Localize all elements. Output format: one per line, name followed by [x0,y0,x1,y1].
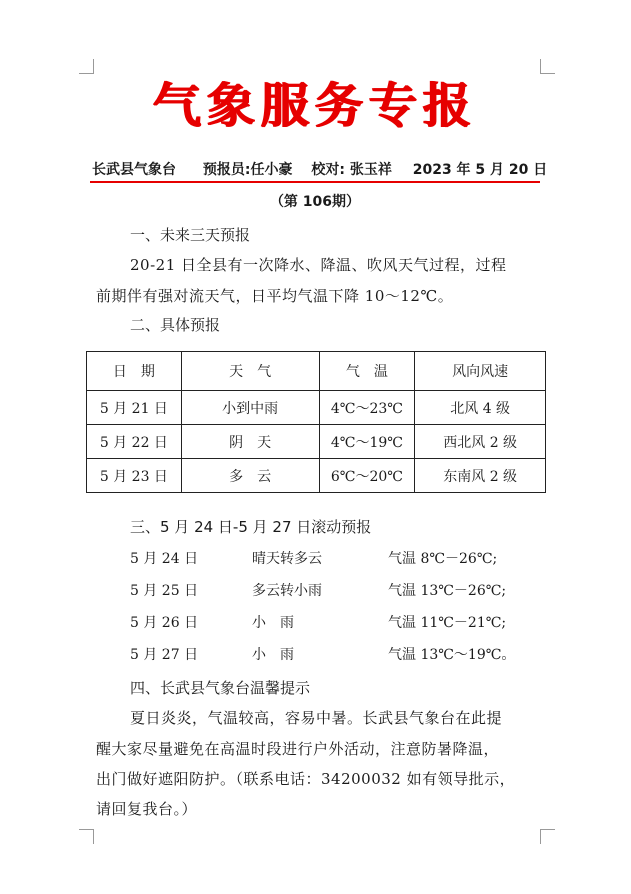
rolling-date: 5 月 26 日 [130,615,199,631]
rolling-weather: 晴天转多云 [252,551,322,567]
margin-mark-top-right [540,59,555,74]
issue-number: （第 106期） [269,194,361,210]
rolling-forecast-row [130,644,550,666]
section-2-heading: 二、具体预报 [130,316,221,334]
table-cell: 4℃～19℃ [319,425,415,459]
proofreader: 校对: 张玉祥 [311,162,392,178]
section-3-heading: 三、5 月 24 日-5 月 27 日滚动预报 [130,518,372,536]
margin-mark-bottom-left [79,829,94,844]
table-row [87,391,546,425]
rolling-temp: 气温 11℃－21℃; [388,615,507,631]
rolling-temp: 气温 13℃－26℃; [388,583,507,599]
section-1-line-1: 20-21 日全县有一次降水、降温、吹风天气过程，过程 [130,256,507,274]
section-1-line-2: 前期伴有强对流天气，日平均气温下降 10～12℃。 [96,287,454,305]
section-1-heading: 一、未来三天预报 [130,226,251,244]
issue-date: 2023 年 5 月 20 日 [412,162,548,178]
table-cell: 4℃～23℃ [319,391,415,425]
table-header-row [87,352,546,391]
table-header: 日 期 [87,352,182,391]
section-4-line-2: 醒大家尽量避免在高温时段进行户外活动，注意防暑降温， [96,740,500,758]
rolling-weather: 小 雨 [252,615,294,631]
table-cell: 5 月 22 日 [87,425,182,459]
rolling-temp: 气温 13℃～19℃。 [388,647,516,663]
forecast-table [86,351,546,493]
rolling-date: 5 月 27 日 [130,647,199,663]
table-cell: 多 云 [181,459,319,493]
table-cell: 小到中雨 [181,391,319,425]
station-name: 长武县气象台 [92,162,176,178]
rolling-forecast-row [130,612,550,634]
rolling-forecast-row [130,580,550,602]
table-row [87,425,546,459]
table-header: 天 气 [181,352,319,391]
table-header: 气 温 [319,352,415,391]
table-cell: 阴 天 [181,425,319,459]
section-4-line-1: 夏日炎炎，气温较高，容易中暑。长武县气象台在此提 [130,709,503,727]
rolling-date: 5 月 24 日 [130,551,199,567]
table-cell: 北风 4 级 [415,391,546,425]
table-cell: 6℃～20℃ [319,459,415,493]
table-header: 风向风速 [415,352,546,391]
rolling-temp: 气温 8℃－26℃; [388,551,498,567]
header-divider [90,181,540,183]
table-cell: 5 月 23 日 [87,459,182,493]
section-4-heading: 四、长武县气象台温馨提示 [130,679,311,697]
issuer-line [92,160,548,180]
table-cell: 东南风 2 级 [415,459,546,493]
table-row [87,459,546,493]
rolling-forecast-row [130,548,550,570]
rolling-date: 5 月 25 日 [130,583,199,599]
table-cell: 5 月 21 日 [87,391,182,425]
forecaster: 预报员:任小豪 [202,162,293,178]
rolling-weather: 小 雨 [252,647,294,663]
masthead-title: 气象服务专报 [152,78,477,134]
section-4-line-3: 出门做好遮阳防护。（联系电话：34200032 如有领导批示， [96,770,516,788]
table-cell: 西北风 2 级 [415,425,546,459]
section-4-line-4: 请回复我台。） [96,800,198,818]
margin-mark-bottom-right [540,829,555,844]
rolling-weather: 多云转小雨 [252,583,322,599]
margin-mark-top-left [79,59,94,74]
